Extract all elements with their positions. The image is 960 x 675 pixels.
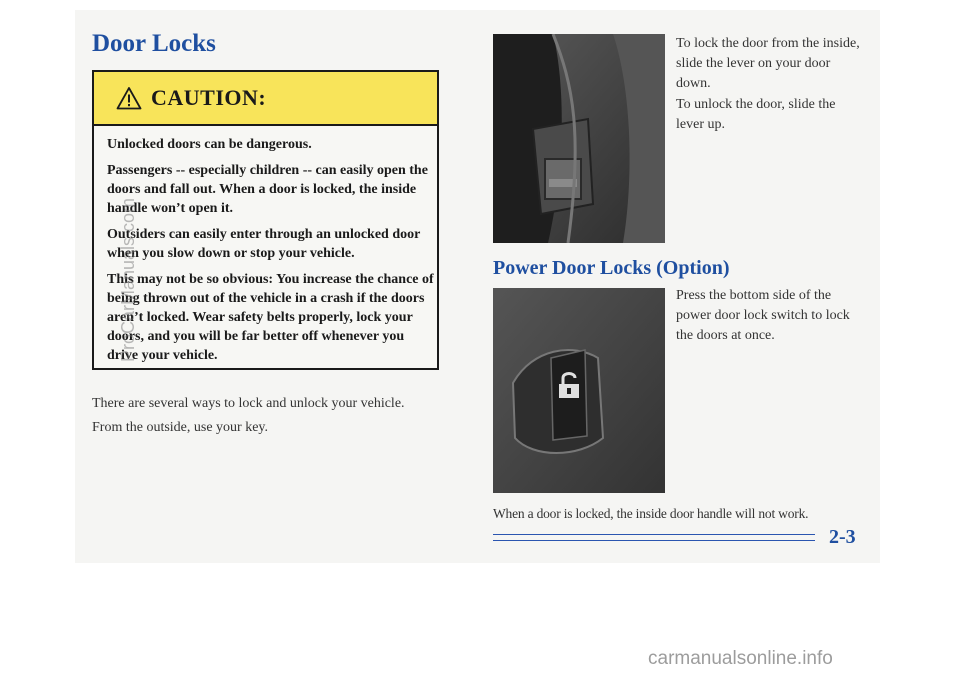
page-title: Door Locks	[92, 30, 216, 57]
footer-rule	[493, 534, 815, 535]
caution-paragraph: Unlocked doors can be dangerous.	[107, 137, 312, 152]
door-lever-illustration	[493, 34, 665, 243]
door-lock-lever-photo	[493, 34, 665, 243]
caution-paragraph: Outsiders can easily enter through an unlocked door when you slow down or stop your vehicle.	[107, 227, 421, 261]
outside-key-text: From the outside, use your key.	[92, 420, 269, 435]
caution-title: CAUTION:	[151, 85, 267, 110]
lock-switch-illustration	[493, 288, 665, 493]
inside-handle-note: When a door is locked, the inside door handle will not work.	[493, 506, 809, 521]
lever-unlock-text: To unlock the door, slide the lever up.	[676, 97, 836, 132]
caution-paragraph: Passengers -- especially children -- can easily open the doors and fall out. When a door is locked, the inside handle won’t open it.	[107, 163, 428, 216]
power-lock-switch-photo	[493, 288, 665, 493]
caution-box	[92, 70, 439, 370]
watermark-bottom: carmanualsonline.info	[648, 648, 833, 669]
warning-triangle-icon	[116, 86, 142, 110]
caution-paragraph: This may not be so obvious: You increase the chance of being thrown out of the vehicle in a crash if the doors aren’t locked. Wear safety belts properly, lock your doors, and you will be far better off whenever you drive your vehicle.	[107, 272, 434, 363]
page-number: 2-3	[829, 526, 856, 548]
watermark-vertical: ProCarManuals.com	[118, 197, 138, 362]
footer-rule	[493, 540, 815, 541]
section-title: Power Door Locks (Option)	[493, 257, 730, 279]
caution-text	[107, 135, 437, 372]
caution-header	[94, 72, 437, 126]
lever-lock-text: To lock the door from the inside, slide the lever on your door down.	[676, 36, 860, 91]
intro-text: There are several ways to lock and unlock your vehicle.	[92, 396, 405, 411]
power-lock-instruction: Press the bottom side of the power door lock switch to lock the doors at once.	[676, 288, 850, 343]
